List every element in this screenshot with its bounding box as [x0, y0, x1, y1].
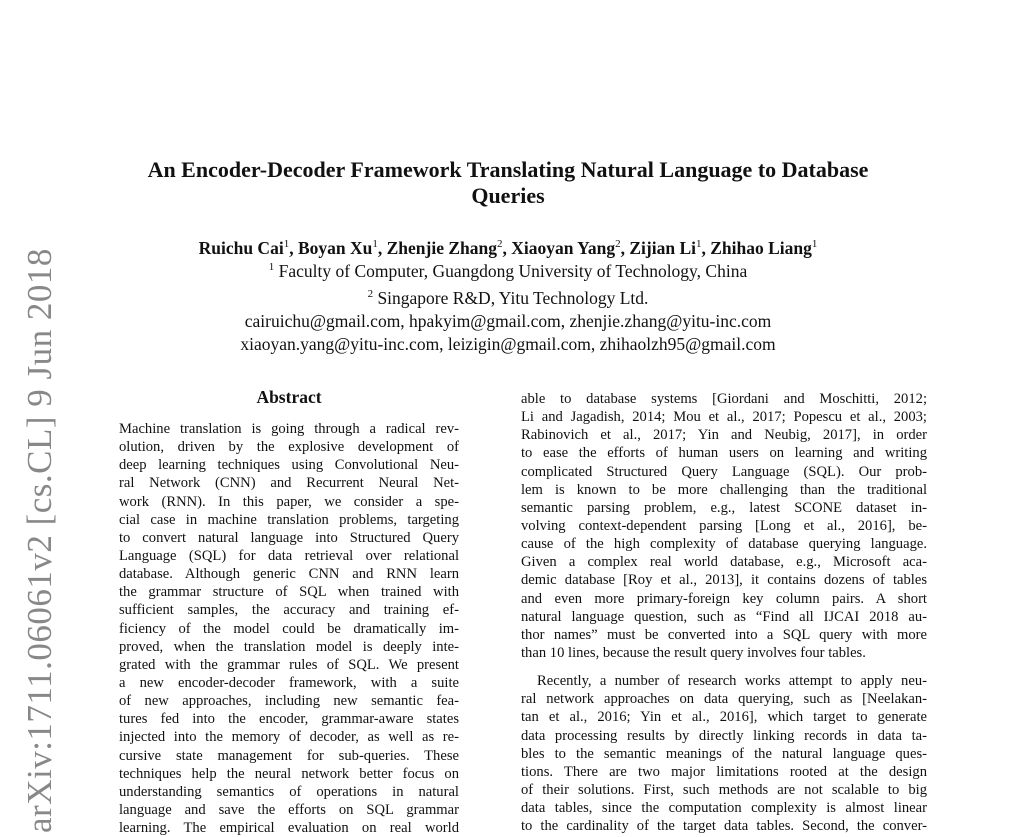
intro-paragraph [521, 390, 927, 662]
text-line: semantic parsing problem, e.g., latest SCONE dataset in- [521, 499, 927, 516]
email-line: cairuichu@gmail.com, hpakyim@gmail.com, zhenjie.zhang@yitu-inc.com [244, 311, 772, 332]
text-line: injected into the memory of decoder, as well as re- [119, 729, 459, 746]
author-name: Boyan Xu [297, 237, 373, 258]
affiliation-marker: 1 [811, 238, 818, 250]
text-line: deep learning techniques using Convolutional Neu- [119, 457, 459, 474]
text-line: techniques help the neural network better focus on [119, 765, 459, 782]
text-line: sufficient samples, the accuracy and training ef- [119, 602, 459, 619]
affiliation-marker: 2 [496, 238, 503, 250]
affiliation-marker: 1 [372, 238, 378, 250]
text-line: ficiency of the model could be dramatically im- [119, 620, 459, 637]
intro-paragraph [521, 672, 927, 835]
text-line: understanding semantics of operations in natural [119, 783, 459, 800]
affiliation-number: 1 [268, 261, 275, 273]
text-line: tan et al., 2016; Yin et al., 2016], which target to generate [521, 709, 927, 726]
text-line: Machine translation is going through a radical rev- [119, 421, 459, 437]
text-line: learning. The empirical evaluation on real world [119, 820, 459, 837]
text-line: database. Although generic CNN and RNN learn [119, 566, 459, 583]
author-name: Xiaoyan Yang [511, 237, 616, 258]
text-line: to ease the efforts of human users on learning and writing [521, 445, 927, 462]
text-line: tures fed into the encoder, grammar-aware states [119, 711, 459, 728]
affiliation-line [0, 283, 1016, 310]
text-line: volving context-dependent parsing [Long et al., 2016], be- [521, 517, 927, 534]
paragraph-gap [521, 662, 927, 672]
text-line: Rabinovich et al., 2017; Yin and Neubig, 2017], in order [521, 427, 927, 444]
text-line: Li and Jagadish, 2014; Mou et al., 2017; Popescu et al., 2003; [521, 409, 927, 426]
text-line: language and save the efforts on SQL grammar [119, 801, 459, 818]
affiliation-marker: 2 [615, 238, 621, 250]
abstract-body [119, 420, 459, 837]
text-line: ral Network (CNN) and Recurrent Neural Net- [119, 475, 459, 492]
text-line: bles to the semantic meanings of the natural language ques- [521, 745, 927, 762]
text-line: and even more primary-foreign key column pairs. A short [521, 590, 927, 607]
text-line: cial case in machine translation problems, targeting [119, 511, 459, 528]
text-line: complicated Structured Query Language (SQL). Our prob- [521, 463, 927, 480]
affiliation-marker: 1 [283, 238, 290, 250]
text-line: grated with the grammar rules of SQL. We present [119, 656, 459, 673]
affiliation-text: Singapore R&D, Yitu Technology Ltd. [373, 287, 649, 308]
text-line: ral network approaches on data querying, such as [Neelakan- [521, 691, 927, 708]
affiliation-marker: 1 [695, 238, 702, 250]
text-line: data tables, since the computation complexity is almost linear [521, 800, 927, 817]
text-line: cause of the high complexity of database querying language. [521, 536, 927, 553]
text-line: proved, when the translation model is deeply inte- [119, 638, 459, 655]
author-name: Ruichu Cai [198, 237, 284, 258]
abstract-heading: Abstract [256, 387, 322, 407]
text-line: able to database systems [Giordani and Moschitti, 2012; [521, 391, 927, 407]
text-line: to convert natural language into Structured Query [119, 529, 459, 546]
author-name: Zhenjie Zhang [386, 237, 497, 258]
text-line: demic database [Roy et al., 2013], it contains dozens of tables [521, 572, 927, 589]
title-line: Queries [471, 183, 545, 208]
text-line: data processing results by directly linking records in data ta- [521, 727, 927, 744]
text-line: of their solutions. First, such methods are not scalable to big [521, 781, 927, 798]
author-name: Zijian Li [629, 237, 696, 258]
text-line: Recently, a number of research works attempt to apply neu- [537, 673, 927, 690]
text-line: natural language question, such as “Find all IJCAI 2018 au- [521, 608, 927, 625]
introduction-body [521, 390, 927, 835]
text-line: a new encoder-decoder framework, with a suite [119, 674, 459, 691]
paper-title [100, 157, 916, 209]
text-line: tions. There are two major limitations rooted at the design [521, 763, 927, 780]
affiliation-number: 2 [367, 288, 374, 301]
text-line: cursive state management for sub-queries. These [119, 747, 459, 764]
text-line: Language (SQL) for data retrieval over relational [119, 547, 459, 564]
text-line: to the cardinality of the target data tables. Second, the conver- [521, 818, 927, 835]
author-name: Zhihao Liang [710, 237, 812, 258]
text-line: work (RNN). In this paper, we consider a spe- [119, 493, 459, 510]
email-line: xiaoyan.yang@yitu-inc.com, leizigin@gmail.com, zhihaolzh95@gmail.com [240, 334, 776, 355]
author-list: Ruichu Cai$^1$, Boyan Xu$^1$, Zhenjie Zhang$^2$, Xiaoyan Yang$^2$, Zijian Li$^1$, Zhihao Liang$^1$ [198, 237, 818, 258]
text-line: the grammar structure of SQL when trained with [119, 584, 459, 601]
text-line: Given a complex real world database, e.g., Microsoft aca- [521, 554, 927, 571]
affiliation-line [0, 256, 1016, 283]
text-line: than 10 lines, because the result query involves four tables. [521, 644, 866, 661]
text-line: olution, driven by the explosive development of [119, 439, 459, 456]
affiliations-block [0, 256, 1016, 356]
title-line: An Encoder-Decoder Framework Translating Natural Language to Database [147, 157, 869, 182]
affiliation-text: Faculty of Computer, Guangdong University of Technology, China [274, 260, 748, 281]
text-line: lem is known to be more challenging than the traditional [521, 481, 927, 498]
text-line: of new approaches, including new semantic fea- [119, 693, 459, 710]
arxiv-identifier: arXiv:1711.06061v2 [cs.CL] 9 Jun 2018 [20, 248, 59, 833]
text-line: thor names” must be converted into a SQL query with more [521, 626, 927, 643]
